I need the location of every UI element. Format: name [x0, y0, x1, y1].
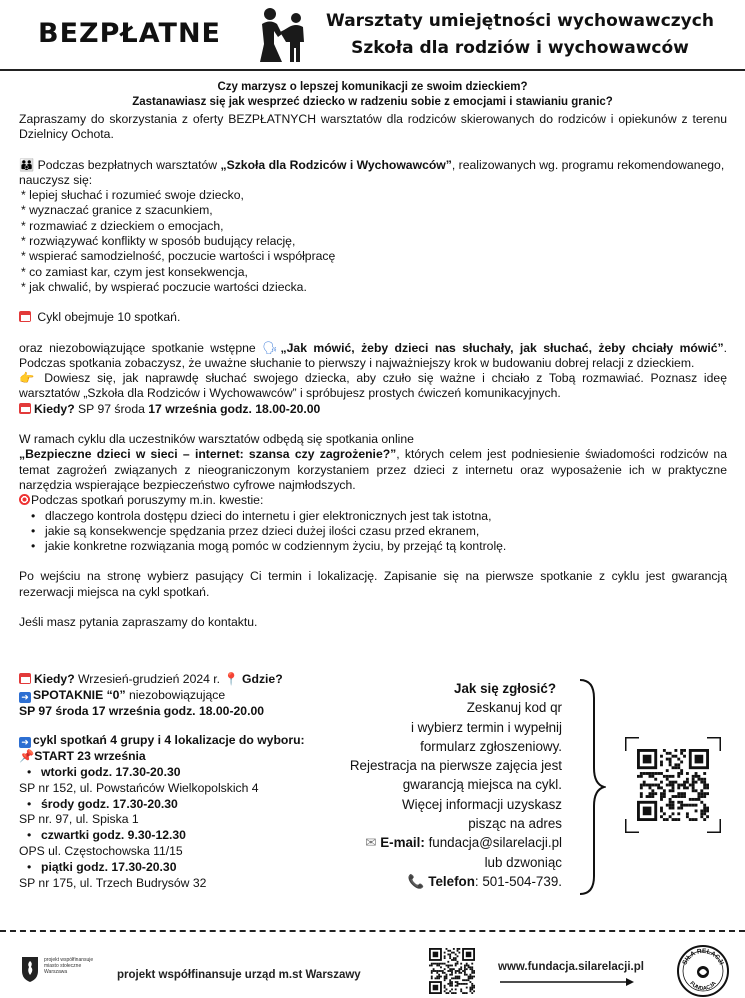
howto-line: gwarancją miejsca na cykl.	[402, 777, 562, 793]
howto-title: Jak się zgłosić?	[454, 681, 556, 696]
sila-relacji-foundation-logo	[676, 944, 730, 998]
arrow-right-icon	[500, 978, 634, 986]
badge-top-text: SIŁA RELACJI	[681, 947, 725, 966]
email-line[interactable]: ✉ E-mail: fundacja@silarelacji.pl	[365, 835, 562, 851]
cofinance-text: projekt współfinansuje urząd m.st Warszawy	[117, 969, 361, 981]
group-time: • piątki godz. 17.30-20.30	[41, 860, 339, 876]
phone-icon: 📞	[407, 873, 425, 889]
badge-bottom-text: FUNDACJA	[688, 980, 718, 993]
group-time: • czwartki godz. 9.30-12.30	[41, 828, 339, 844]
skill-item: * co zamiast kar, czym jest konsekwencja,	[21, 264, 248, 279]
header-divider	[0, 69, 745, 71]
howto-column	[340, 679, 562, 891]
workshop-name: „Szkoła dla Rodziców i Wychowawców”	[220, 157, 452, 172]
start-label: 📌START 23 września	[19, 749, 146, 764]
schedule-column	[19, 672, 339, 891]
registration-qr-code[interactable]	[625, 737, 721, 833]
pointing-hand-icon: 👉	[19, 371, 38, 386]
lead-question-1: Czy marzysz o lepszej komunikacji ze swoim dzieckiem?	[217, 81, 528, 93]
howto-line: Więcej informacji uzyskasz	[402, 796, 562, 812]
arrow-right-icon: ➜	[19, 692, 31, 703]
phone-number[interactable]: : 501-504-739.	[474, 873, 562, 889]
skill-item: * lepiej słuchać i rozumieć swoje dziecko,	[21, 188, 244, 203]
intro-meeting-paragraph: oraz niezobowiązujące spotkanie wstępne 🗣„Jak mówić, żeby dzieci nas słuchały, jak słuchać, żeby chciały mówić”. Podczas spotkania zobaczysz, że uważne słuchanie to pierwszy i najważniejszy krok w budowaniu dobrej relacji z dzieckiem.	[19, 340, 727, 370]
skill-item: * rozmawiać z dzieckiem o emocjach,	[21, 218, 224, 233]
online-title: „Bezpieczne dzieci w sieci – internet: szansa czy zagrożenie?”	[19, 447, 397, 462]
intro-meeting-when: Kiedy? SP 97 środa 17 września godz. 18.00-20.00	[19, 402, 727, 417]
lead-questions	[0, 80, 745, 110]
list-item: • jakie są konsekwencje spędzania przez dzieci dużej ilości czasu przed ekranem,	[45, 524, 727, 539]
skill-item: * jak chwalić, by wspierać poczucie wartości dziecka.	[21, 279, 307, 294]
group-place: SP nr. 97, ul. Spiska 1	[19, 812, 139, 827]
or-call: lub dzwoniąc	[484, 854, 562, 870]
calendar-icon	[19, 673, 31, 684]
group-place: SP nr 152, ul. Powstańców Wielkopolskich 4	[19, 780, 259, 795]
cycle-label: ➜ cykl spotkań 4 grupy i 4 lokalizacje do wyboru:	[19, 733, 339, 749]
intro-meeting-title: „Jak mówić, żeby dzieci nas słuchały, jak słuchać, żeby chciały mówić”	[280, 340, 724, 355]
free-badge-text: BEZPŁATNE	[38, 18, 221, 49]
howto-line: pisząc na adres	[468, 816, 562, 832]
lead-question-2: Zastanawiasz się jak wesprzeć dziecko w radzeniu sobie z emocjami i stawianiu granic?	[132, 96, 613, 108]
howto-line: Zeskanuj kod qr	[466, 700, 562, 716]
group-list	[19, 765, 339, 781]
skill-item: * wyznaczać granice z szacunkiem,	[21, 203, 213, 218]
meeting-zero: ➜ SPOTAKNIE “0” niezobowiązujące	[19, 688, 339, 704]
header-title-line1: Warsztaty umiejętności wychowawczych	[326, 11, 714, 31]
pushpin-icon: 📌	[19, 749, 35, 764]
online-topics-label: Podczas spotkań poruszymy m.in. kwestie:	[19, 493, 727, 508]
online-intro: W ramach cyklu dla uczestników warsztatów odbędą się spotkania online	[19, 432, 414, 447]
people-icon: 👪	[19, 157, 35, 172]
contact-note: Jeśli masz pytania zapraszamy do kontaktu.	[19, 615, 258, 630]
phone-line[interactable]: 📞 Telefon: 501-504-739.	[407, 873, 562, 889]
footer-divider	[0, 930, 745, 932]
online-topics-list	[19, 509, 727, 555]
footer-qr-code[interactable]	[429, 948, 475, 994]
skill-item: * wspierać samodzielność, poczucie wartości i współpracę	[21, 249, 336, 264]
workshop-paragraph: 👪 Podczas bezpłatnych warsztatów „Szkoła dla Rodziców i Wychowawców”, realizowanych wg. programu rekomendowanego, nauczysz się:	[19, 157, 725, 187]
curly-brace-decoration	[576, 678, 606, 896]
megaphone-icon: 🗣	[262, 340, 281, 355]
howto-line: i wybierz termin i wypełnij	[410, 719, 562, 735]
howto-line: formularz zgłoszeniowy.	[420, 738, 562, 754]
calendar-icon	[19, 311, 31, 322]
group-time: • środy godz. 17.30-20.30	[41, 797, 339, 813]
intro-meeting-details: 👉 Dowiesz się, jak naprawdę słuchać swojego dziecka, aby czuło się ważne i chciało z Tobą rozmawiać. Poznasz ideę warsztatów „Szkoła dla Rodziców i Wychowawców” i spróbujesz prostych ćwiczeń komunikacyjnych.	[19, 371, 727, 401]
header-title-line2: Szkoła dla rodziów i wychowawców	[351, 38, 689, 58]
howto-line: Rejestracja na pierwsze zajęcia jest	[349, 758, 562, 774]
list-item: • dlaczego kontrola dostępu dzieci do internetu i gier elektronicznych jest tak istotna,	[45, 509, 727, 524]
target-icon	[19, 494, 30, 505]
signup-note: Po wejściu na stronę wybierz pasujący Ci termin i lokalizację. Zapisanie się na pierwsze spotkanie z cyklu jest gwarancją rezerwacji miejsca na cykl spotkań.	[19, 569, 727, 599]
city-logo-text: projekt współfinansuje miasto stołeczne Warszawa	[44, 957, 94, 975]
warsaw-coat-of-arms-icon	[20, 953, 40, 983]
group-place: OPS ul. Częstochowska 11/15	[19, 843, 183, 858]
schedule-when: Kiedy? Wrzesień-grudzień 2024 r. 📍 Gdzie?	[19, 672, 339, 688]
list-item: • jakie konkretne rozwiązania mogą pomóc w codziennym życiu, by przejąć tą kontrolę.	[45, 539, 727, 554]
arrow-right-icon: ➜	[19, 737, 31, 748]
group-place: SP nr 175, ul. Trzech Budrysów 32	[19, 875, 207, 890]
online-paragraph: „Bezpieczne dzieci w sieci – internet: szansa czy zagrożenie?”, których celem jest podniesienie świadomości rodziców na temat zagrożeń związanych z nieograniczonym korzystaniem przez dzieci z internetu oraz wyposażenie ich w praktyczne narzędzia wspierające bezpieczeństwo cyfrowe najmłodszych.	[19, 447, 727, 492]
meeting-zero-detail: SP 97 środa 17 września godz. 18.00-20.00	[19, 703, 265, 718]
main-content	[19, 112, 727, 630]
cycle-info: Cykl obejmuje 10 spotkań.	[19, 310, 727, 325]
skill-item: * rozwiązywać konflikty w sposób budujący relację,	[21, 234, 296, 249]
location-pin-icon: 📍	[223, 672, 239, 686]
intro-paragraph: Zapraszamy do skorzystania z oferty BEZPŁATNYCH warsztatów dla rodziców skierowanych do rodziców i opiekunów z terenu Dzielnicy Ochota.	[19, 112, 727, 142]
group-time: • wtorki godz. 17.30-20.30	[41, 765, 339, 781]
envelope-icon: ✉	[365, 835, 377, 851]
email-link[interactable]: fundacja@silarelacji.pl	[424, 835, 562, 851]
calendar-icon	[19, 403, 31, 414]
header-title	[300, 8, 740, 62]
website-link[interactable]: www.fundacja.silarelacji.pl	[498, 961, 644, 973]
